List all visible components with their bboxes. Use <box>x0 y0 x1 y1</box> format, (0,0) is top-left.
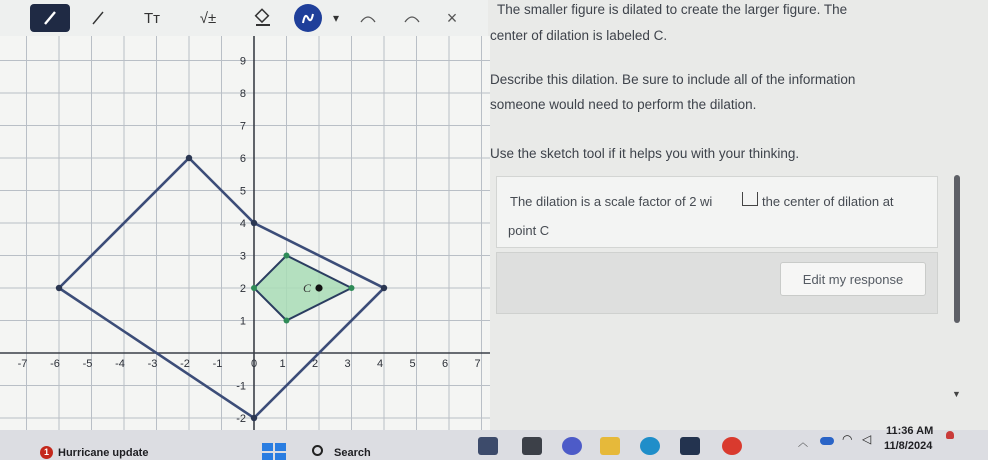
question-line-2: center of dilation is labeled C. <box>490 28 668 43</box>
question-line-1: The smaller figure is dilated to create the larger figure. The <box>497 2 848 17</box>
store-icon[interactable] <box>680 437 700 455</box>
y-tick-label: 8 <box>239 88 246 100</box>
scrollbar-thumb[interactable] <box>954 175 960 323</box>
redo-icon <box>402 11 422 25</box>
student-answer-box <box>496 176 938 248</box>
answer-text-line-1: The dilation is a scale factor of 2 wi <box>510 194 713 209</box>
volume-icon[interactable]: ◁ <box>862 432 872 446</box>
taskbar-search[interactable]: Search <box>334 447 371 459</box>
edge-icon[interactable] <box>640 437 660 455</box>
coordinate-grid[interactable] <box>0 36 490 430</box>
answer-text-line-2: point C <box>508 223 550 238</box>
text-cursor-icon <box>742 192 758 206</box>
curve-icon <box>299 9 317 27</box>
y-tick-label: 4 <box>239 218 246 230</box>
search-icon[interactable] <box>312 445 323 456</box>
small-figure-vertex <box>284 253 290 259</box>
instruction-line-1: Describe this dilation. Be sure to include all of the information <box>490 72 856 87</box>
fill-tool-button[interactable] <box>248 4 278 32</box>
x-tick-label: 0 <box>250 358 258 370</box>
teams-icon[interactable] <box>562 437 582 455</box>
task-view-icon[interactable] <box>522 437 542 455</box>
coordinate-grid-panel[interactable] <box>0 36 490 430</box>
text-tool-button[interactable]: Tт <box>143 9 161 27</box>
cloud-icon[interactable] <box>820 437 834 445</box>
sketch-toolbar <box>0 0 488 36</box>
x-tick-label: 6 <box>441 358 449 370</box>
x-tick-label: -5 <box>82 358 93 370</box>
undo-button[interactable] <box>356 4 380 32</box>
y-tick-label: -1 <box>236 380 246 393</box>
x-tick-label: -6 <box>50 358 60 370</box>
answer-text-line-1-end: the center of dilation at <box>762 194 894 209</box>
undo-icon <box>358 11 378 25</box>
small-figure-vertex <box>284 318 290 324</box>
notification-bell-icon[interactable] <box>946 431 954 439</box>
clock-time[interactable]: 11:36 AM <box>886 425 934 437</box>
x-tick-label: 3 <box>344 358 351 370</box>
weather-badge: 1 <box>40 446 53 459</box>
line-icon <box>88 8 108 28</box>
redo-button[interactable] <box>400 4 424 32</box>
x-tick-label: -3 <box>147 358 158 370</box>
curve-tool-button[interactable] <box>294 4 322 32</box>
x-tick-label: -4 <box>115 358 125 370</box>
tool-dropdown-button[interactable]: ▾ <box>332 11 340 25</box>
y-tick-label: 2 <box>239 283 246 295</box>
line-tool-button[interactable] <box>84 4 112 32</box>
small-figure-vertex <box>349 285 355 291</box>
x-tick-label: 1 <box>279 358 286 370</box>
large-figure-vertex <box>251 415 257 421</box>
clock-date[interactable]: 11/8/2024 <box>884 440 933 452</box>
center-point <box>315 284 322 291</box>
instruction-line-2: someone would need to perform the dilation. <box>490 97 757 112</box>
file-explorer-icon[interactable] <box>600 437 620 455</box>
pen-tool-button[interactable] <box>30 4 70 32</box>
sketch-hint: Use the sketch tool if it helps you with your thinking. <box>490 146 800 161</box>
x-tick-label: 7 <box>474 358 481 370</box>
paint-bucket-icon <box>252 7 274 29</box>
x-tick-label: -7 <box>17 358 28 370</box>
y-tick-label: 6 <box>239 153 246 165</box>
scroll-down-arrow-icon[interactable]: ▼ <box>952 389 961 399</box>
chevron-up-icon[interactable]: ︿ <box>798 438 808 449</box>
clear-button[interactable]: × <box>446 7 458 28</box>
y-tick-label: 3 <box>239 250 246 263</box>
x-tick-label: 4 <box>376 358 384 370</box>
edit-response-button[interactable]: Edit my response <box>780 262 926 296</box>
x-tick-label: 2 <box>311 358 319 370</box>
chrome-icon[interactable] <box>722 437 742 455</box>
center-label: C <box>303 281 312 295</box>
weather-widget[interactable]: Hurricane update <box>58 447 149 459</box>
large-figure-vertex <box>186 155 192 161</box>
x-tick-label: 5 <box>409 358 416 370</box>
y-tick-label: 5 <box>239 185 246 198</box>
large-figure-vertex <box>251 220 257 226</box>
pen-icon <box>40 8 60 28</box>
y-tick-label: 9 <box>239 55 246 68</box>
y-tick-label: -2 <box>236 413 246 425</box>
y-tick-label: 7 <box>239 120 246 133</box>
x-tick-label: -2 <box>180 358 190 370</box>
x-tick-label: -1 <box>212 358 223 370</box>
widget-icon[interactable] <box>478 437 498 455</box>
large-figure-vertex <box>56 285 62 291</box>
windows-start-icon[interactable] <box>262 443 286 460</box>
y-tick-label: 1 <box>239 315 246 328</box>
wifi-icon[interactable]: ◠ <box>842 432 853 446</box>
small-figure-vertex <box>251 285 257 291</box>
large-figure-vertex <box>381 285 387 291</box>
math-tool-button[interactable]: √± <box>199 9 217 27</box>
